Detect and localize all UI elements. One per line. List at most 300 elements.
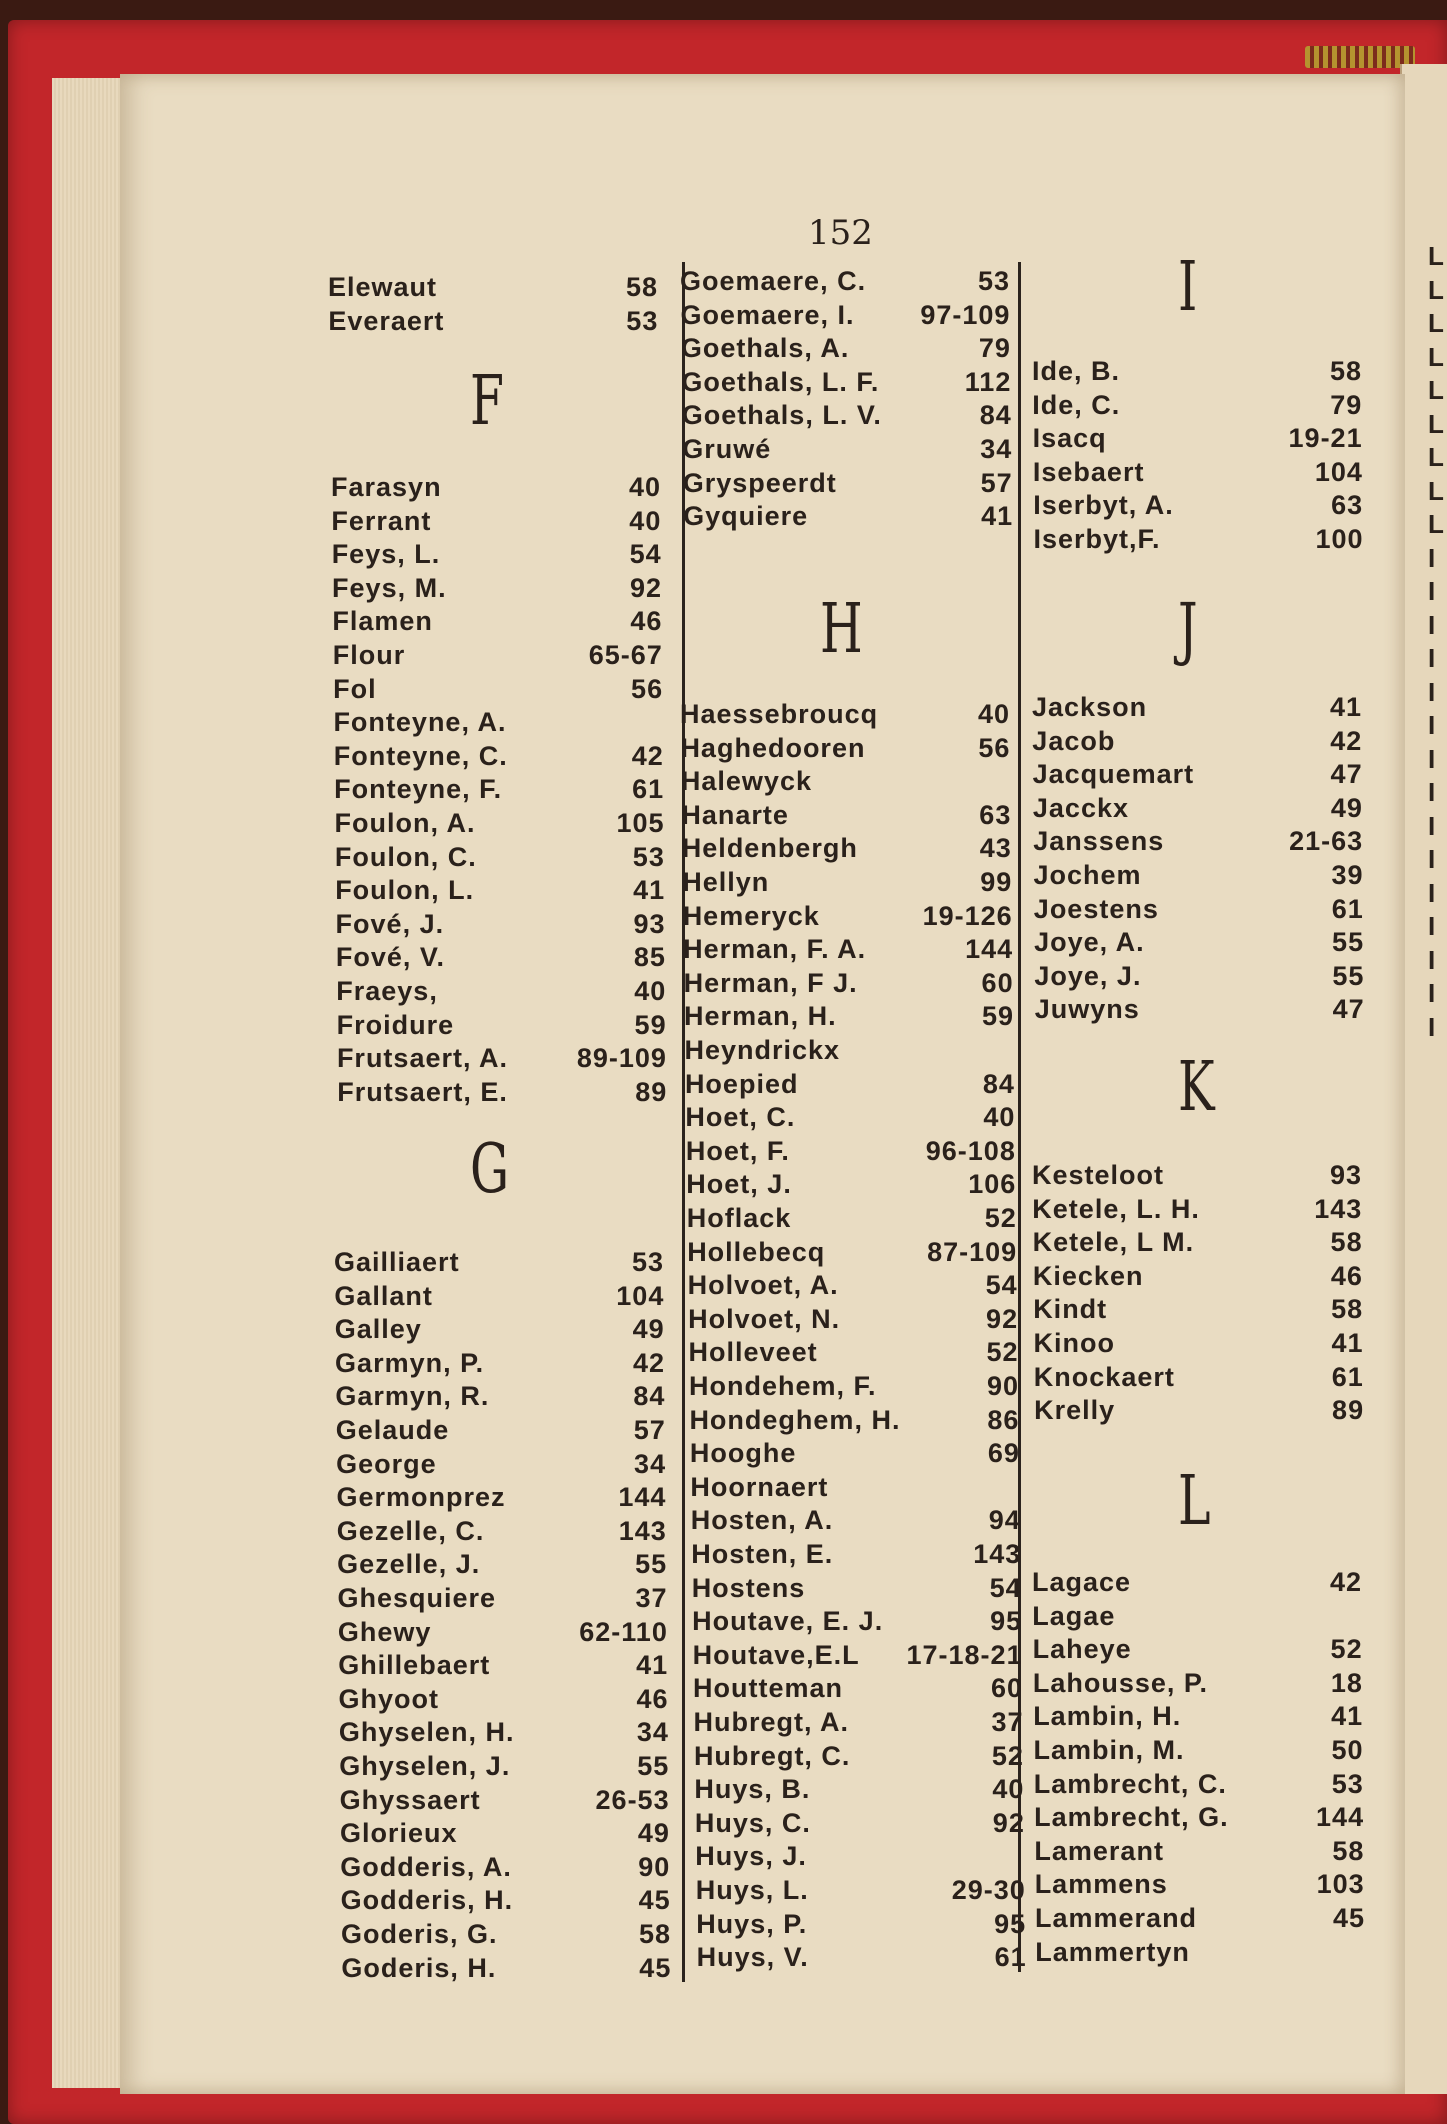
entry-pages: 50 <box>1331 1735 1364 1765</box>
entry-pages: 95 <box>994 1908 1027 1939</box>
entry-name: Lambrecht, C. <box>1033 1768 1227 1799</box>
entry-name: Fonteyne, A. <box>333 707 507 738</box>
index-entry <box>684 999 1014 1033</box>
index-entry <box>331 504 661 538</box>
entry-pages: 89-109 <box>576 1043 667 1074</box>
index-entry <box>341 1883 671 1917</box>
entry-name: Gezelle, C. <box>336 1515 485 1546</box>
entry-name: Flamen <box>332 606 433 637</box>
entry-name: Isebaert <box>1032 456 1145 487</box>
entry-name: Gelaude <box>335 1415 450 1445</box>
entry-pages: 86 <box>987 1404 1020 1435</box>
index-entry <box>1035 1867 1365 1901</box>
margin-letter: L <box>1428 274 1444 305</box>
entry-name: Fové, J. <box>335 908 445 939</box>
entry-pages: 87-109 <box>927 1236 1018 1267</box>
entry-pages: 55 <box>1332 960 1365 991</box>
entry-name: Ghesquiere <box>337 1583 497 1613</box>
margin-letter: I <box>1428 743 1436 774</box>
index-entry <box>1034 522 1364 556</box>
entry-pages: 58 <box>1330 1227 1363 1258</box>
entry-name: Ketele, L. H. <box>1032 1193 1200 1224</box>
index-entry <box>682 432 1012 466</box>
entry-name: Joye, J. <box>1034 960 1142 991</box>
entry-pages: 43 <box>979 833 1012 864</box>
index-entry <box>1034 858 1364 892</box>
entry-pages: 46 <box>636 1683 669 1714</box>
entry-pages: 58 <box>1332 1835 1365 1866</box>
index-entry <box>339 1682 669 1716</box>
margin-letter: I <box>1428 710 1436 740</box>
entry-name: Gruwé <box>682 434 772 464</box>
index-entry <box>336 974 666 1008</box>
entry-name: Janssens <box>1033 826 1165 857</box>
entry-pages: 53 <box>977 266 1010 296</box>
entry-pages: 79 <box>1330 389 1363 420</box>
entry-name: Lammertyn <box>1035 1936 1190 1967</box>
entry-pages: 55 <box>635 1549 668 1580</box>
entry-name: Heldenbergh <box>681 833 858 864</box>
entry-pages: 39 <box>1331 860 1364 890</box>
entry-pages: 40 <box>634 976 667 1006</box>
index-entry <box>691 1503 1021 1537</box>
index-entry <box>340 1850 670 1884</box>
index-entry <box>689 1369 1019 1403</box>
entry-name: Ghyssaert <box>339 1784 481 1815</box>
entry-name: Herman, F J. <box>683 967 858 998</box>
entry-pages: 46 <box>630 606 663 637</box>
entry-pages: 63 <box>979 799 1012 830</box>
margin-letter: I <box>1428 911 1436 941</box>
index-entry <box>688 1302 1018 1336</box>
index-entry <box>1032 1565 1362 1599</box>
entry-name: Lagace <box>1032 1567 1132 1597</box>
entry-name: Herman, F. A. <box>683 934 867 965</box>
entry-name: Everaert <box>328 305 445 336</box>
entry-pages: 89 <box>1332 1395 1365 1426</box>
entry-pages: 47 <box>1330 759 1363 790</box>
entry-pages: 41 <box>1331 1701 1364 1732</box>
entry-name: Feys, M. <box>332 572 447 603</box>
index-entry <box>697 1940 1027 1974</box>
entry-pages: 53 <box>632 841 665 872</box>
entry-name: Huys, C. <box>694 1807 811 1838</box>
index-entry <box>680 298 1010 332</box>
entry-pages: 144 <box>1316 1802 1365 1833</box>
entry-pages: 84 <box>982 1068 1015 1099</box>
margin-letter: I <box>1428 777 1436 807</box>
entry-name: Kinoo <box>1033 1328 1115 1358</box>
index-entry <box>691 1537 1021 1571</box>
entry-pages: 94 <box>988 1505 1021 1536</box>
index-entry <box>1034 959 1364 993</box>
entry-name: George <box>336 1448 437 1479</box>
entry-pages: 42 <box>1330 725 1363 756</box>
entry-pages: 105 <box>616 808 665 838</box>
entry-pages: 29-30 <box>951 1875 1026 1905</box>
entry-name: Isacq <box>1032 423 1107 454</box>
entry-name: Holvoet, N. <box>688 1303 841 1334</box>
entry-pages: 52 <box>991 1740 1024 1771</box>
entry-name: Lambin, H. <box>1033 1701 1182 1732</box>
entry-pages: 56 <box>631 673 664 704</box>
index-entry <box>1033 1225 1363 1259</box>
section-letter-j: J <box>1178 590 1198 669</box>
index-entry <box>692 1604 1022 1638</box>
entry-name: Joye, A. <box>1034 927 1145 958</box>
entry-name: Holvoet, A. <box>687 1270 839 1301</box>
index-entry <box>336 1480 666 1514</box>
entry-name: Farasyn <box>331 472 442 502</box>
entry-name: Hosten, A. <box>690 1505 834 1536</box>
entry-name: Ghyoot <box>338 1683 440 1714</box>
entry-name: Ghyselen, H. <box>338 1717 515 1748</box>
index-entry <box>1034 1393 1364 1427</box>
entry-pages: 90 <box>638 1851 671 1882</box>
entry-name: Gyquiere <box>683 501 809 532</box>
index-entry <box>1035 1935 1365 1969</box>
index-entry <box>695 1839 1025 1873</box>
entry-pages: 53 <box>1331 1768 1364 1799</box>
entry-pages: 37 <box>635 1583 668 1613</box>
index-entry <box>333 705 663 739</box>
index-entry <box>696 1873 1026 1907</box>
entry-pages: 53 <box>626 305 659 336</box>
index-entry <box>332 537 662 571</box>
entry-pages: 103 <box>1316 1869 1365 1900</box>
entry-name: Jacckx <box>1032 792 1129 823</box>
entry-name: Frutsaert, A. <box>336 1043 508 1074</box>
entry-pages: 40 <box>629 505 662 536</box>
section-letter-h: H <box>820 590 863 669</box>
margin-letter: I <box>1428 978 1436 1008</box>
entry-pages: 104 <box>616 1280 665 1311</box>
index-entry <box>335 840 665 874</box>
entry-name: Hubregt, C. <box>693 1740 851 1771</box>
entry-name: Hoflack <box>686 1203 792 1233</box>
entry-name: Hemeryck <box>682 900 820 931</box>
entry-pages: 59 <box>634 1009 667 1040</box>
entry-pages: 96-108 <box>925 1135 1016 1166</box>
entry-name: Huys, J. <box>695 1841 807 1872</box>
entry-name: Juwyns <box>1034 994 1140 1025</box>
index-entry <box>686 1134 1016 1168</box>
entry-pages: 90 <box>986 1371 1019 1401</box>
index-entry <box>689 1335 1019 1369</box>
entry-name: Hubregt, A. <box>693 1707 849 1737</box>
entry-name: Hellyn <box>682 867 770 897</box>
entry-name: Froidure <box>336 1009 455 1040</box>
index-entry <box>680 264 1010 298</box>
entry-pages: 55 <box>637 1751 670 1781</box>
margin-letter: I <box>1428 676 1436 707</box>
entry-pages: 56 <box>978 732 1011 763</box>
index-entry <box>340 1816 670 1850</box>
margin-letter: L <box>1428 475 1444 506</box>
margin-letter: I <box>1428 609 1436 640</box>
index-entry <box>338 1615 668 1649</box>
index-entry <box>336 1447 666 1481</box>
entry-name: Fol <box>333 673 377 704</box>
index-entry <box>337 1547 667 1581</box>
entry-pages: 144 <box>965 934 1014 965</box>
index-entry <box>681 331 1011 365</box>
entry-pages: 52 <box>986 1337 1019 1368</box>
entry-pages: 143 <box>618 1515 667 1546</box>
entry-pages: 54 <box>989 1572 1022 1603</box>
entry-pages: 58 <box>625 272 658 302</box>
entry-name: Ghillebaert <box>338 1650 491 1681</box>
entry-name: Godderis, H. <box>340 1885 514 1916</box>
index-entry <box>1032 1192 1362 1226</box>
entry-pages: 112 <box>964 366 1012 397</box>
section-letter-f: F <box>470 362 504 441</box>
index-entry <box>683 899 1013 933</box>
index-entry <box>1033 421 1363 455</box>
entry-name: Knockaert <box>1033 1361 1175 1392</box>
index-entry <box>337 1514 667 1548</box>
entry-pages: 34 <box>980 434 1013 464</box>
entry-pages: 34 <box>634 1448 667 1479</box>
index-entry <box>337 1075 667 1109</box>
entry-name: Elewaut <box>328 272 438 302</box>
entry-name: Jackson <box>1032 692 1148 722</box>
entry-pages: 19-21 <box>1288 423 1363 454</box>
entry-pages: 57 <box>980 467 1013 498</box>
index-entry <box>1032 690 1362 724</box>
index-entry <box>685 1100 1015 1134</box>
entry-name: Lambin, M. <box>1033 1735 1185 1765</box>
entry-name: Goderis, G. <box>341 1919 498 1949</box>
entry-name: Iserbyt,F. <box>1033 524 1161 554</box>
index-entry <box>690 1470 1020 1504</box>
index-entry <box>1034 1834 1364 1868</box>
index-entry <box>335 873 665 907</box>
entry-pages: 53 <box>631 1247 664 1277</box>
margin-letter: I <box>1428 643 1436 673</box>
entry-pages: 95 <box>990 1606 1023 1637</box>
index-entry <box>328 270 658 304</box>
index-entry <box>339 1715 669 1749</box>
entry-pages: 63 <box>1331 490 1364 521</box>
index-entry <box>331 470 661 504</box>
index-entry <box>1034 1733 1364 1767</box>
entry-pages: 45 <box>639 1952 672 1983</box>
entry-name: Laheye <box>1032 1634 1132 1665</box>
entry-name: Foulon, C. <box>334 841 477 872</box>
entry-name: Huys, V. <box>696 1942 809 1973</box>
entry-pages: 99 <box>980 867 1013 897</box>
entry-name: Goethals, L. V. <box>681 400 882 431</box>
entry-name: Germonprez <box>336 1482 506 1513</box>
index-entry <box>681 798 1011 832</box>
entry-pages: 60 <box>981 967 1014 998</box>
entry-name: Foulon, L. <box>335 875 475 906</box>
margin-letter: I <box>1428 1011 1436 1042</box>
margin-letter: L <box>1428 442 1444 472</box>
index-entry <box>683 932 1013 966</box>
entry-pages: 52 <box>1330 1634 1363 1665</box>
entry-name: Galley <box>334 1314 422 1345</box>
entry-name: Godderis, A. <box>340 1851 512 1882</box>
entry-name: Goderis, H. <box>341 1952 497 1983</box>
entry-pages: 92 <box>992 1807 1025 1838</box>
entry-name: Jochem <box>1033 860 1142 890</box>
entry-name: Houtteman <box>693 1673 844 1704</box>
index-entry <box>685 1033 1015 1067</box>
index-entry <box>336 940 666 974</box>
index-entry <box>694 1705 1024 1739</box>
index-entry <box>339 1749 669 1783</box>
margin-letter: I <box>1428 810 1436 841</box>
entry-pages: 41 <box>1331 1328 1364 1358</box>
entry-name: Garmyn, R. <box>335 1381 490 1412</box>
entry-pages: 34 <box>636 1717 669 1748</box>
index-entry <box>1033 757 1363 791</box>
margin-letter: I <box>1428 844 1436 874</box>
entry-name: Hondehem, F. <box>689 1371 877 1401</box>
entry-pages: 143 <box>973 1539 1022 1569</box>
entry-name: Fonteyne, C. <box>333 740 508 771</box>
entry-name: Fonteyne, F. <box>334 774 503 805</box>
index-entry <box>1035 1901 1365 1935</box>
entry-name: Hosten, E. <box>691 1539 834 1569</box>
index-entry <box>1032 1158 1362 1192</box>
entry-pages: 45 <box>1332 1903 1365 1933</box>
entry-name: Hostens <box>691 1572 806 1603</box>
index-entry <box>338 1581 668 1615</box>
entry-pages: 143 <box>1314 1193 1363 1224</box>
entry-pages: 42 <box>631 740 664 771</box>
entry-name: Lamerant <box>1034 1835 1164 1866</box>
entry-pages: 41 <box>1329 692 1362 722</box>
entry-pages: 17-18-21 <box>906 1639 1023 1670</box>
index-entry <box>340 1783 670 1817</box>
index-entry <box>1032 724 1362 758</box>
index-entry <box>696 1907 1026 1941</box>
index-entry <box>332 571 662 605</box>
entry-name: Huys, P. <box>696 1908 808 1939</box>
entry-pages: 79 <box>978 333 1011 364</box>
entry-pages: 84 <box>633 1381 666 1412</box>
index-entry <box>681 365 1011 399</box>
entry-name: Flour <box>332 640 406 670</box>
entry-pages: 40 <box>977 699 1010 729</box>
entry-name: Goethals, L. F. <box>681 366 880 397</box>
entry-name: Goemaere, C. <box>680 266 867 296</box>
entry-name: Haghedooren <box>680 732 866 763</box>
entry-pages: 104 <box>1314 456 1363 487</box>
entry-pages: 41 <box>636 1650 669 1681</box>
index-entry <box>1033 791 1363 825</box>
entry-name: Holleveet <box>688 1337 818 1368</box>
index-entry <box>1034 1800 1364 1834</box>
margin-letter: I <box>1428 877 1436 908</box>
entry-pages: 61 <box>632 774 665 805</box>
entry-name: Hoornaert <box>690 1471 829 1502</box>
entry-name: Frutsaert, E. <box>337 1076 508 1107</box>
index-entry <box>692 1571 1022 1605</box>
index-entry <box>335 806 665 840</box>
index-entry <box>336 907 666 941</box>
entry-pages: 106 <box>968 1169 1017 1200</box>
entry-name: Hollebecq <box>687 1236 826 1267</box>
index-entry <box>683 466 1013 500</box>
margin-letter: I <box>1428 542 1436 573</box>
entry-name: Kesteloot <box>1032 1160 1165 1190</box>
entry-pages: 62-110 <box>579 1616 668 1647</box>
entry-pages: 41 <box>633 875 666 906</box>
index-entry <box>1033 1632 1363 1666</box>
entry-pages: 69 <box>987 1438 1020 1469</box>
entry-pages: 40 <box>628 472 661 502</box>
entry-pages: 40 <box>992 1774 1025 1805</box>
entry-name: Herman, H. <box>684 1001 837 1032</box>
index-entry <box>336 1413 666 1447</box>
index-entry <box>680 697 1010 731</box>
entry-pages: 85 <box>633 942 666 973</box>
entry-pages: 144 <box>618 1482 667 1513</box>
entry-name: Halewyck <box>680 766 812 797</box>
index-entry <box>690 1436 1020 1470</box>
index-entry <box>1033 1292 1363 1326</box>
entry-pages: 93 <box>1329 1160 1362 1190</box>
entry-pages: 26-53 <box>595 1784 670 1815</box>
index-entry <box>333 638 663 672</box>
index-entry <box>341 1917 671 1951</box>
entry-pages: 58 <box>638 1919 671 1949</box>
entry-name: Fraeys, <box>336 976 438 1006</box>
index-entry <box>1034 1326 1364 1360</box>
index-entry <box>341 1951 671 1985</box>
index-entry <box>1034 1767 1364 1801</box>
index-entry <box>335 1312 665 1346</box>
entry-name: Iserbyt, A. <box>1033 490 1174 521</box>
entry-pages: 54 <box>985 1270 1018 1301</box>
entry-pages: 54 <box>629 539 662 570</box>
index-entry <box>694 1739 1024 1773</box>
index-entry <box>683 499 1013 533</box>
entry-name: Joestens <box>1033 893 1159 924</box>
entry-name: Goemaere, I. <box>680 299 855 330</box>
entry-name: Ketele, L M. <box>1032 1227 1195 1258</box>
entry-pages: 65-67 <box>588 640 663 670</box>
entry-pages: 97-109 <box>920 299 1011 330</box>
entry-name: Lammens <box>1034 1869 1168 1900</box>
entry-pages: 40 <box>983 1102 1016 1133</box>
index-entry <box>681 764 1011 798</box>
index-entry <box>686 1167 1016 1201</box>
next-page-margin-letters <box>1428 240 1447 1044</box>
entry-name: Jacob <box>1032 725 1116 756</box>
entry-name: Ferrant <box>331 505 432 536</box>
index-entry <box>1033 1699 1363 1733</box>
entry-name: Huys, B. <box>694 1774 811 1805</box>
entry-pages: 92 <box>986 1303 1019 1334</box>
index-entry <box>689 1403 1019 1437</box>
entry-name: Houtave, E. J. <box>692 1606 884 1637</box>
entry-pages: 41 <box>981 501 1014 532</box>
margin-letter: L <box>1428 375 1444 405</box>
index-entry <box>337 1041 667 1075</box>
margin-letter: L <box>1428 241 1444 271</box>
margin-letter: L <box>1428 341 1444 372</box>
entry-name: Krelly <box>1034 1395 1116 1426</box>
entry-name: Huys, L. <box>695 1875 809 1905</box>
section-letter-k: K <box>1178 1048 1215 1127</box>
entry-pages: 49 <box>632 1314 665 1345</box>
entry-pages: 49 <box>637 1818 670 1849</box>
